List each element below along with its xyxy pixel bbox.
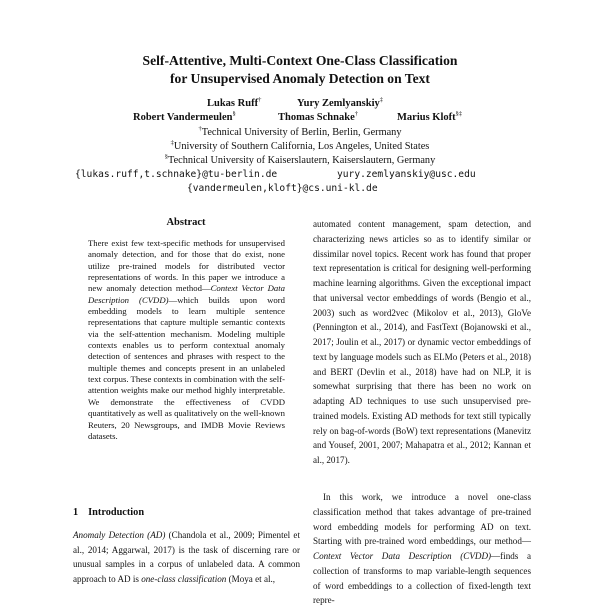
email-usc: yury.zemlyanskiy@usc.edu <box>337 169 476 180</box>
introduction-paragraph: Anomaly Detection (AD) (Chandola et al., 2009; Pimentel et al., 2014; Aggarwal, 2017) is the task of discerning rare or unusual samples in a corpus of unlabeled data. A common approach to AD is one-class classification (Moya et al., <box>73 530 300 584</box>
right-column-paragraph-2: In this work, we introduce a novel one-class classification method that takes advantage of pre-trained word embedding models for performing AD on text. Starting with pre-trained word embeddings, our method—Context Vector Data Description (CVDD)—finds a collection of transforms to map variable-length sequences of word embeddings to a collection of fixed-length text repre- <box>313 492 532 606</box>
abstract-body: There exist few text-specific methods for unsupervised anomaly detection, and for those that do exist, none utilize pre-trained models for distributed vector representations of words. In this paper we introduce a new anomaly detection method—Context Vector Data Description (CVDD)—which builds upon word embedding models to learn multiple sentence representations that capture multiple semantic contexts via the self-attention mechanism. Modeling multiple contexts enables us to perform contextual anomaly detection of sentences and phrases with respect to the multiple themes and concepts present in an unlabeled text corpus. These contexts in combination with the self-attention weights make our method highly interpretable. We demonstrate the effectiveness of CVDD quantitatively as well as qualitatively on the well-known Reuters, 20 Newsgroups, and IMDB Movie Reviews datasets. <box>88 238 285 441</box>
method-name-emphasis: Context Vector Data Description (CVDD) <box>88 283 285 305</box>
author-zemlyanskiy: Yury Zemlyanskiy‡ <box>297 96 384 109</box>
email-tu-berlin: {lukas.ruff,t.schnake}@tu-berlin.de <box>75 169 278 180</box>
paper-title-line-2: for Unsupervised Anomaly Detection on Text <box>170 71 430 86</box>
author-kloft: Marius Kloft§‡ <box>397 110 463 123</box>
author-schnake: Thomas Schnake† <box>278 110 358 123</box>
email-uni-kl: {vandermeulen,kloft}@cs.uni-kl.de <box>187 183 378 194</box>
author-vandermeulen: Robert Vandermeulen§ <box>133 110 236 123</box>
affiliation-kaiserslautern: §Technical University of Kaiserslautern, Kaiserslautern, Germany <box>164 153 436 166</box>
affiliation-usc: ‡University of Southern California, Los Angeles, United States <box>170 139 430 152</box>
right-column-paragraph-1: automated content management, spam detection, and characterizing news articles so as to identify similar or dissimilar novel topics. Recent work has found that proper text representation is critical for designing well-performing machine learning algorithms. Given the exceptional impact that universal vector embeddings of words (Bengio et al., 2003) such as word2vec (Mikolov et al., 2013), GloVe (Pennington et al., 2014), and FastText (Bojanowski et al., 2017; Joulin et al., 2017) or dynamic vector embeddings of text by language models such as ELMo (Peters et al., 2018) and BERT (Devlin et al., 2018) have had on NLP, it is somewhat surprising that there has been no work on adapting AD techniques to use such unsupervised pre-trained models. Existing AD methods for text still typically rely on bag-of-words (BoW) text representations (Manevitz and Yousef, 2001, 2007; Mahapatra et al., 2012; Kannan et al., 2017). <box>313 219 531 465</box>
section-heading-introduction: 1 Introduction <box>73 507 145 518</box>
paper-title-line-1: Self-Attentive, Multi-Context One-Class Classification <box>142 53 458 68</box>
abstract-heading: Abstract <box>166 217 206 228</box>
affiliation-berlin: †Technical University of Berlin, Berlin, Germany <box>198 125 402 138</box>
author-ruff: Lukas Ruff† <box>207 96 262 109</box>
